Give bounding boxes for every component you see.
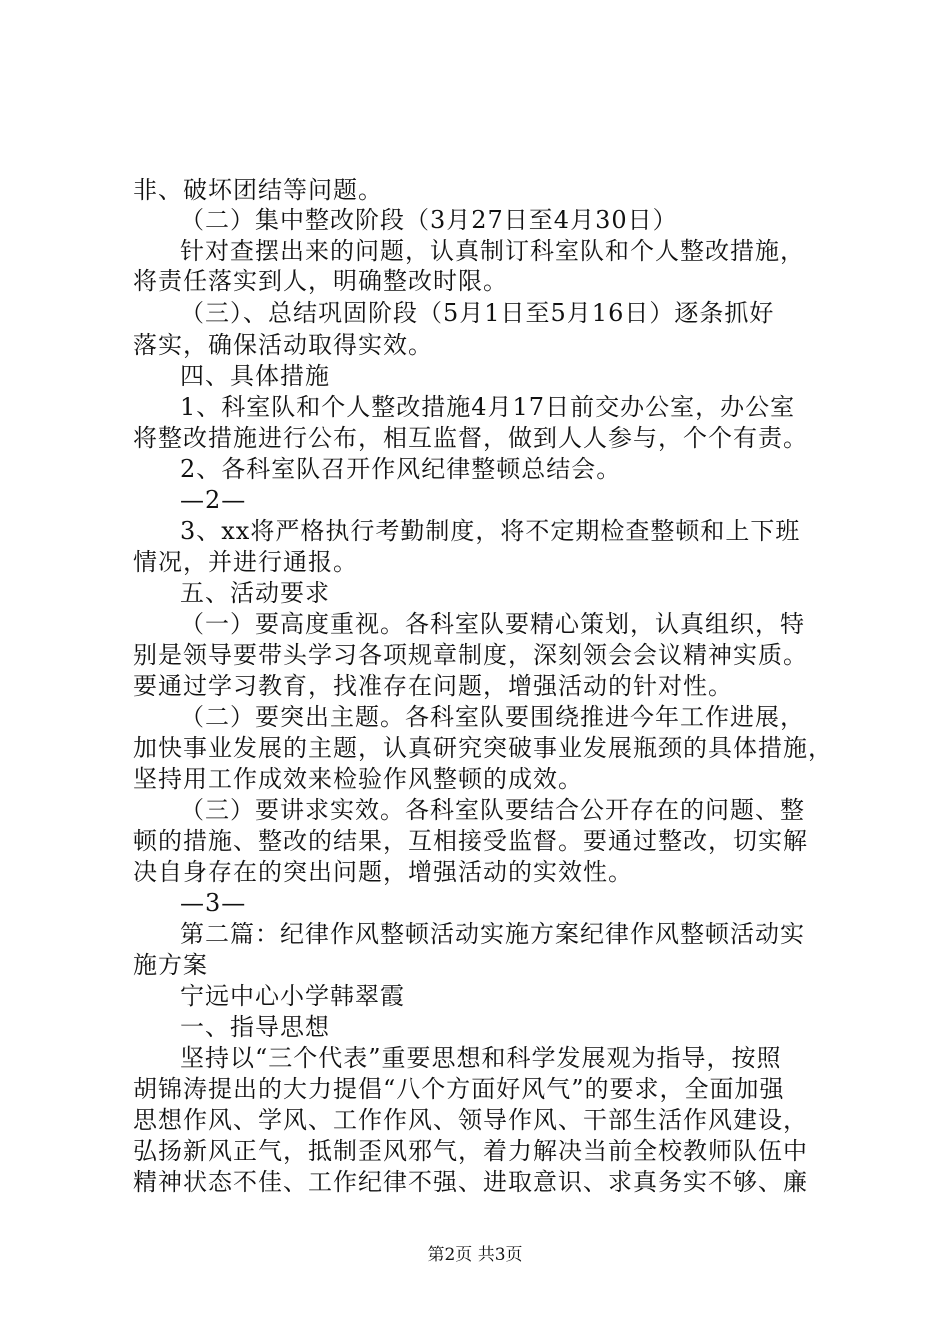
page-footer: 第2页 共3页	[427, 1245, 523, 1265]
text-line: 要通过学习教育，找准存在问题，增强活动的针对性。	[133, 672, 733, 700]
text-line: 落实，确保活动取得实效。	[133, 331, 433, 359]
text-line: 非、破坏团结等问题。	[133, 176, 383, 204]
page-marker: —2—	[180, 486, 247, 514]
text-line: 弘扬新风正气，抵制歪风邪气，着力解决当前全校教师队伍中	[133, 1137, 808, 1165]
text-line: 情况，并进行通报。	[133, 548, 358, 576]
section-heading: 五、活动要求	[180, 579, 330, 607]
text-line: 将责任落实到人，明确整改时限。	[133, 267, 508, 295]
text-line: 第二篇：纪律作风整顿活动实施方案纪律作风整顿活动实	[180, 920, 805, 948]
page-marker: —3—	[180, 889, 247, 917]
text-line: 加快事业发展的主题，认真研究突破事业发展瓶颈的具体措施，	[133, 734, 833, 762]
text-line: 1、科室队和个人整改措施4月17日前交办公室，办公室	[180, 393, 796, 421]
text-line: 别是领导要带头学习各项规章制度，深刻领会会议精神实质。	[133, 641, 808, 669]
text-line: 3、xx将严格执行考勤制度，将不定期检查整顿和上下班	[180, 517, 801, 545]
text-line: （三）、总结巩固阶段（5月1日至5月16日）逐条抓好	[180, 299, 775, 327]
section-heading: 四、具体措施	[180, 362, 330, 390]
text-line: 针对查摆出来的问题，认真制订科室队和个人整改措施，	[180, 237, 805, 265]
text-line: 坚持用工作成效来检验作风整顿的成效。	[133, 765, 583, 793]
author-line: 宁远中心小学韩翠霞	[180, 982, 405, 1010]
text-line: 将整改措施进行公布，相互监督，做到人人参与，个个有责。	[133, 424, 808, 452]
text-line: 坚持以“三个代表”重要思想和科学发展观为指导，按照	[180, 1044, 782, 1072]
section-heading: 一、指导思想	[180, 1013, 330, 1041]
text-line: 决自身存在的突出问题，增强活动的实效性。	[133, 858, 633, 886]
text-line: （二）集中整改阶段（3月27日至4月30日）	[180, 206, 678, 234]
text-line: （一）要高度重视。各科室队要精心策划，认真组织，特	[180, 610, 805, 638]
text-line: （三）要讲求实效。各科室队要结合公开存在的问题、整	[180, 796, 805, 824]
text-line: （二）要突出主题。各科室队要围绕推进今年工作进展，	[180, 703, 805, 731]
text-line: 2、各科室队召开作风纪律整顿总结会。	[180, 455, 622, 483]
text-line: 胡锦涛提出的大力提倡“八个方面好风气”的要求，全面加强	[133, 1075, 785, 1103]
text-line: 思想作风、学风、工作作风、领导作风、干部生活作风建设，	[133, 1106, 808, 1134]
text-line: 施方案	[133, 951, 208, 979]
text-line: 顿的措施、整改的结果，互相接受监督。要通过整改，切实解	[133, 827, 808, 855]
text-line: 精神状态不佳、工作纪律不强、进取意识、求真务实不够、廉	[133, 1168, 808, 1196]
